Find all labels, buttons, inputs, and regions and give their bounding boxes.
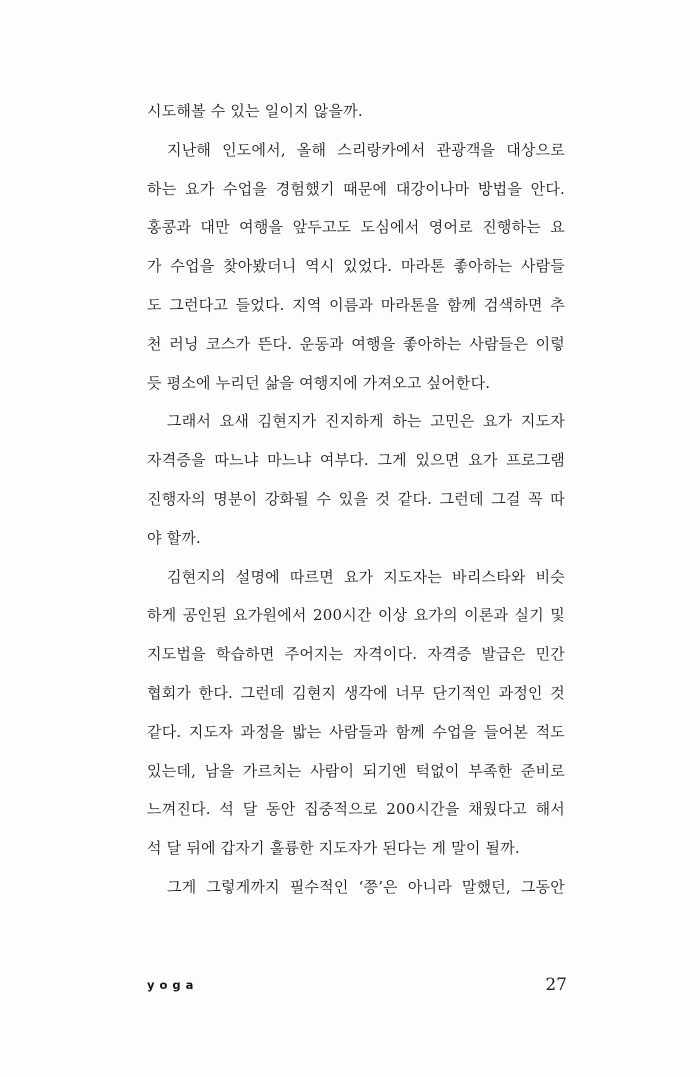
running-title: yoga xyxy=(147,978,199,992)
text-line: 홍콩과 대만 여행을 앞두고도 도심에서 영어로 진행하는 요 xyxy=(147,218,565,237)
page-body xyxy=(147,92,565,907)
page-number: 27 xyxy=(545,975,567,995)
text-line: 석 달 뒤에 갑자기 훌륭한 지도자가 된다는 게 말이 될까. xyxy=(147,839,520,858)
text-line: 협회가 한다. 그런데 김현지 생각에 너무 단기적인 과정인 것 xyxy=(147,683,565,702)
text-line: 시도해볼 수 있는 일이지 않을까. xyxy=(147,102,363,120)
text-line: 진행자의 명분이 강화될 수 있을 것 같다. 그런데 그걸 꼭 따 xyxy=(147,489,565,508)
text-line: 같다. 지도자 과정을 밟는 사람들과 함께 수업을 들어본 적도 xyxy=(147,722,565,741)
text-line: 하게 공인된 요가원에서 200시간 이상 요가의 이론과 실기 및 xyxy=(147,606,565,625)
paragraph xyxy=(147,402,565,557)
text-line: 지도법을 학습하면 주어지는 자격이다. 자격증 발급은 민간 xyxy=(147,645,565,664)
paragraph xyxy=(147,131,565,403)
text-line: 그래서 요새 김현지가 진지하게 하는 고민은 요가 지도자 xyxy=(167,412,565,431)
text-line: 야 할까. xyxy=(147,528,202,547)
text-line: 듯 평소에 누리던 삶을 여행지에 가져오고 싶어한다. xyxy=(147,373,491,392)
text-line: 지난해 인도에서, 올해 스리랑카에서 관광객을 대상으로 xyxy=(167,140,565,159)
page-footer xyxy=(147,972,567,998)
text-line: 그게 그렇게까지 필수적인 ‘쯩’은 아니라 말했던, 그동안 xyxy=(167,877,565,896)
text-line: 가 수업을 찾아봤더니 역시 있었다. 마라톤 좋아하는 사람들 xyxy=(147,257,565,276)
paragraph xyxy=(147,558,565,868)
text-line: 김현지의 설명에 따르면 요가 지도자는 바리스타와 비슷 xyxy=(167,567,565,586)
text-line: 있는데, 남을 가르치는 사람이 되기엔 턱없이 부족한 준비로 xyxy=(147,761,565,780)
paragraph xyxy=(147,868,565,907)
text-line: 도 그런다고 들었다. 지역 이름과 마라톤을 함께 검색하면 추 xyxy=(147,295,565,314)
text-line: 느껴진다. 석 달 동안 집중적으로 200시간을 채웠다고 해서 xyxy=(147,800,565,819)
text-line: 하는 요가 수업을 경험했기 때문에 대강이나마 방법을 안다. xyxy=(147,179,565,198)
text-line: 천 러닝 코스가 뜬다. 운동과 여행을 좋아하는 사람들은 이렇 xyxy=(147,334,565,353)
text-line: 자격증을 따느냐 마느냐 여부다. 그게 있으면 요가 프로그램 xyxy=(147,451,565,470)
paragraph xyxy=(147,92,565,131)
